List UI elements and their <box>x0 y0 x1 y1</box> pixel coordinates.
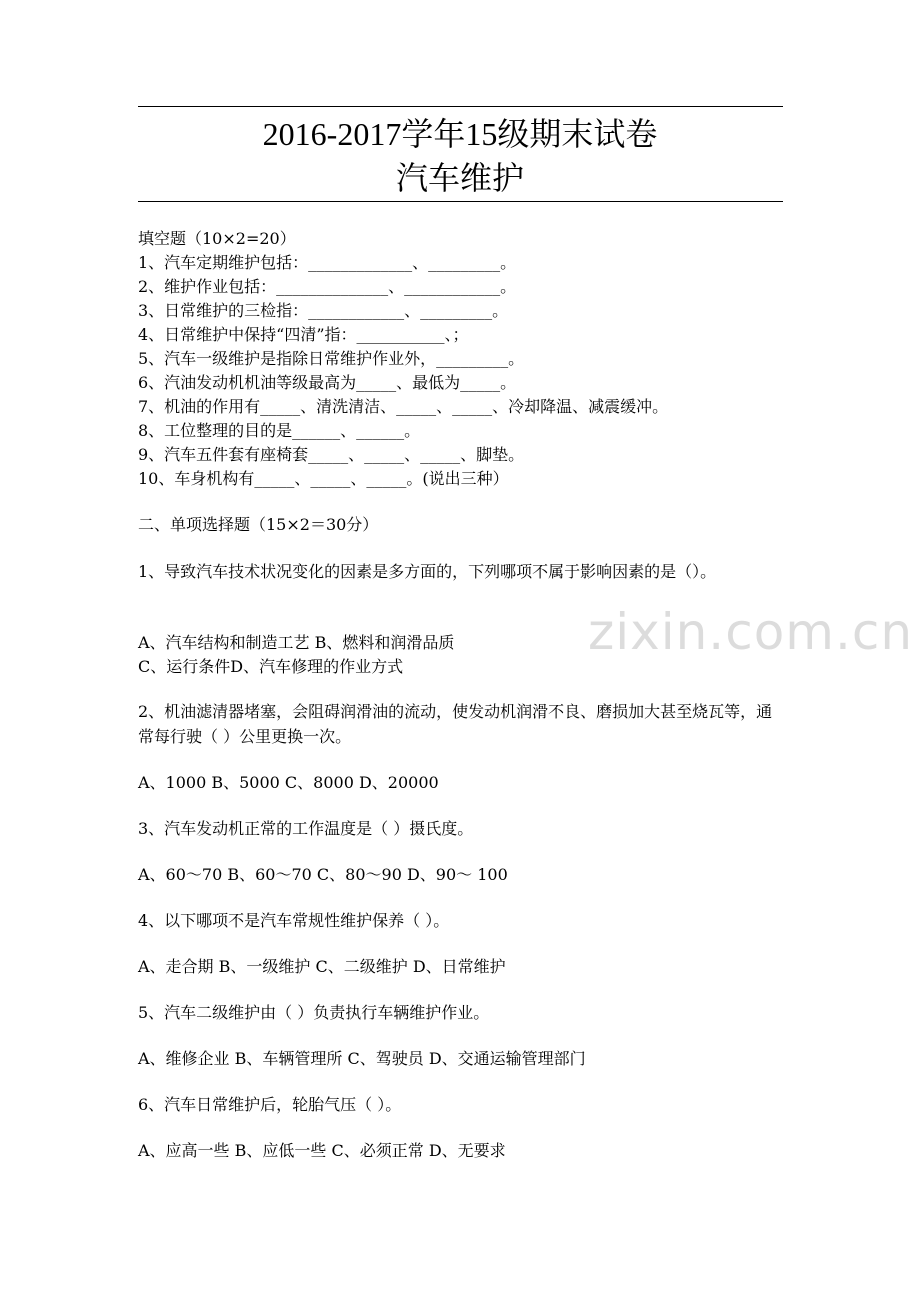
question-6-options: A、应高一些 B、应低一些 C、必须正常 D、无要求 <box>138 1141 506 1160</box>
question-5: 5、汽车二级维护由（ ）负责执行车辆维护作业。 <box>138 1003 490 1022</box>
fill-item-6: 6、汽油发动机机油等级最高为_____、最低为_____。 <box>138 373 517 392</box>
fill-item-9: 9、汽车五件套有座椅套_____、_____、_____、脚垫。 <box>138 445 525 464</box>
fill-item-1: 1、汽车定期维护包括：_____________、_________。 <box>138 253 517 272</box>
bottom-rule <box>138 201 783 202</box>
question-2: 2、机油滤清器堵塞，会阻碍润滑油的流动，使发动机润滑不良、磨损加大甚至烧瓦等，通常每行驶（ ）公里更换一次。 <box>138 702 773 746</box>
fill-item-7: 7、机油的作用有_____、清洗清洁、_____、_____、冷却降温、减震缓冲。 <box>138 397 669 416</box>
question-1-options-cd: C、运行条件D、汽车修理的作业方式 <box>138 657 404 676</box>
fill-item-5: 5、汽车一级维护是指除日常维护作业外，_________。 <box>138 349 525 368</box>
question-1: 1、导致汽车技术状况变化的因素是多方面的，下列哪项不属于影响因素的是（）。 <box>138 562 717 581</box>
question-2-options: A、1000 B、5000 C、8000 D、20000 <box>138 773 439 792</box>
question-3-options: A、60～70 B、60～70 C、80～90 D、90～ 100 <box>138 865 508 884</box>
watermark: zixin.com.cn <box>588 603 914 661</box>
question-1-options-ab: A、汽车结构和制造工艺 B、燃料和润滑品质 <box>138 633 455 652</box>
top-rule <box>138 106 783 107</box>
section2-heading: 二、单项选择题（15×2＝30分） <box>138 515 379 534</box>
fill-item-8: 8、工位整理的目的是______、______。 <box>138 421 421 440</box>
exam-title: 2016-2017学年15级期末试卷 <box>262 116 658 152</box>
fill-item-3: 3、日常维护的三检指：____________、_________。 <box>138 301 509 320</box>
question-4: 4、以下哪项不是汽车常规性维护保养（ ）。 <box>138 911 450 930</box>
question-3: 3、汽车发动机正常的工作温度是（ ）摄氏度。 <box>138 819 474 838</box>
question-6: 6、汽车日常维护后，轮胎气压（ ）。 <box>138 1095 402 1114</box>
fill-item-2: 2、维护作业包括：______________、____________。 <box>138 277 517 296</box>
section1-heading: 填空题（10×2=20） <box>138 229 296 248</box>
subject-title: 汽车维护 <box>395 160 524 196</box>
question-5-options: A、维修企业 B、车辆管理所 C、驾驶员 D、交通运输管理部门 <box>138 1049 586 1068</box>
fill-item-4: 4、日常维护中保持“四清”指：___________、； <box>138 325 469 344</box>
question-4-options: A、走合期 B、一级维护 C、二级维护 D、日常维护 <box>138 957 506 976</box>
fill-item-10: 10、车身机构有_____、_____、_____。(说出三种） <box>138 469 509 488</box>
